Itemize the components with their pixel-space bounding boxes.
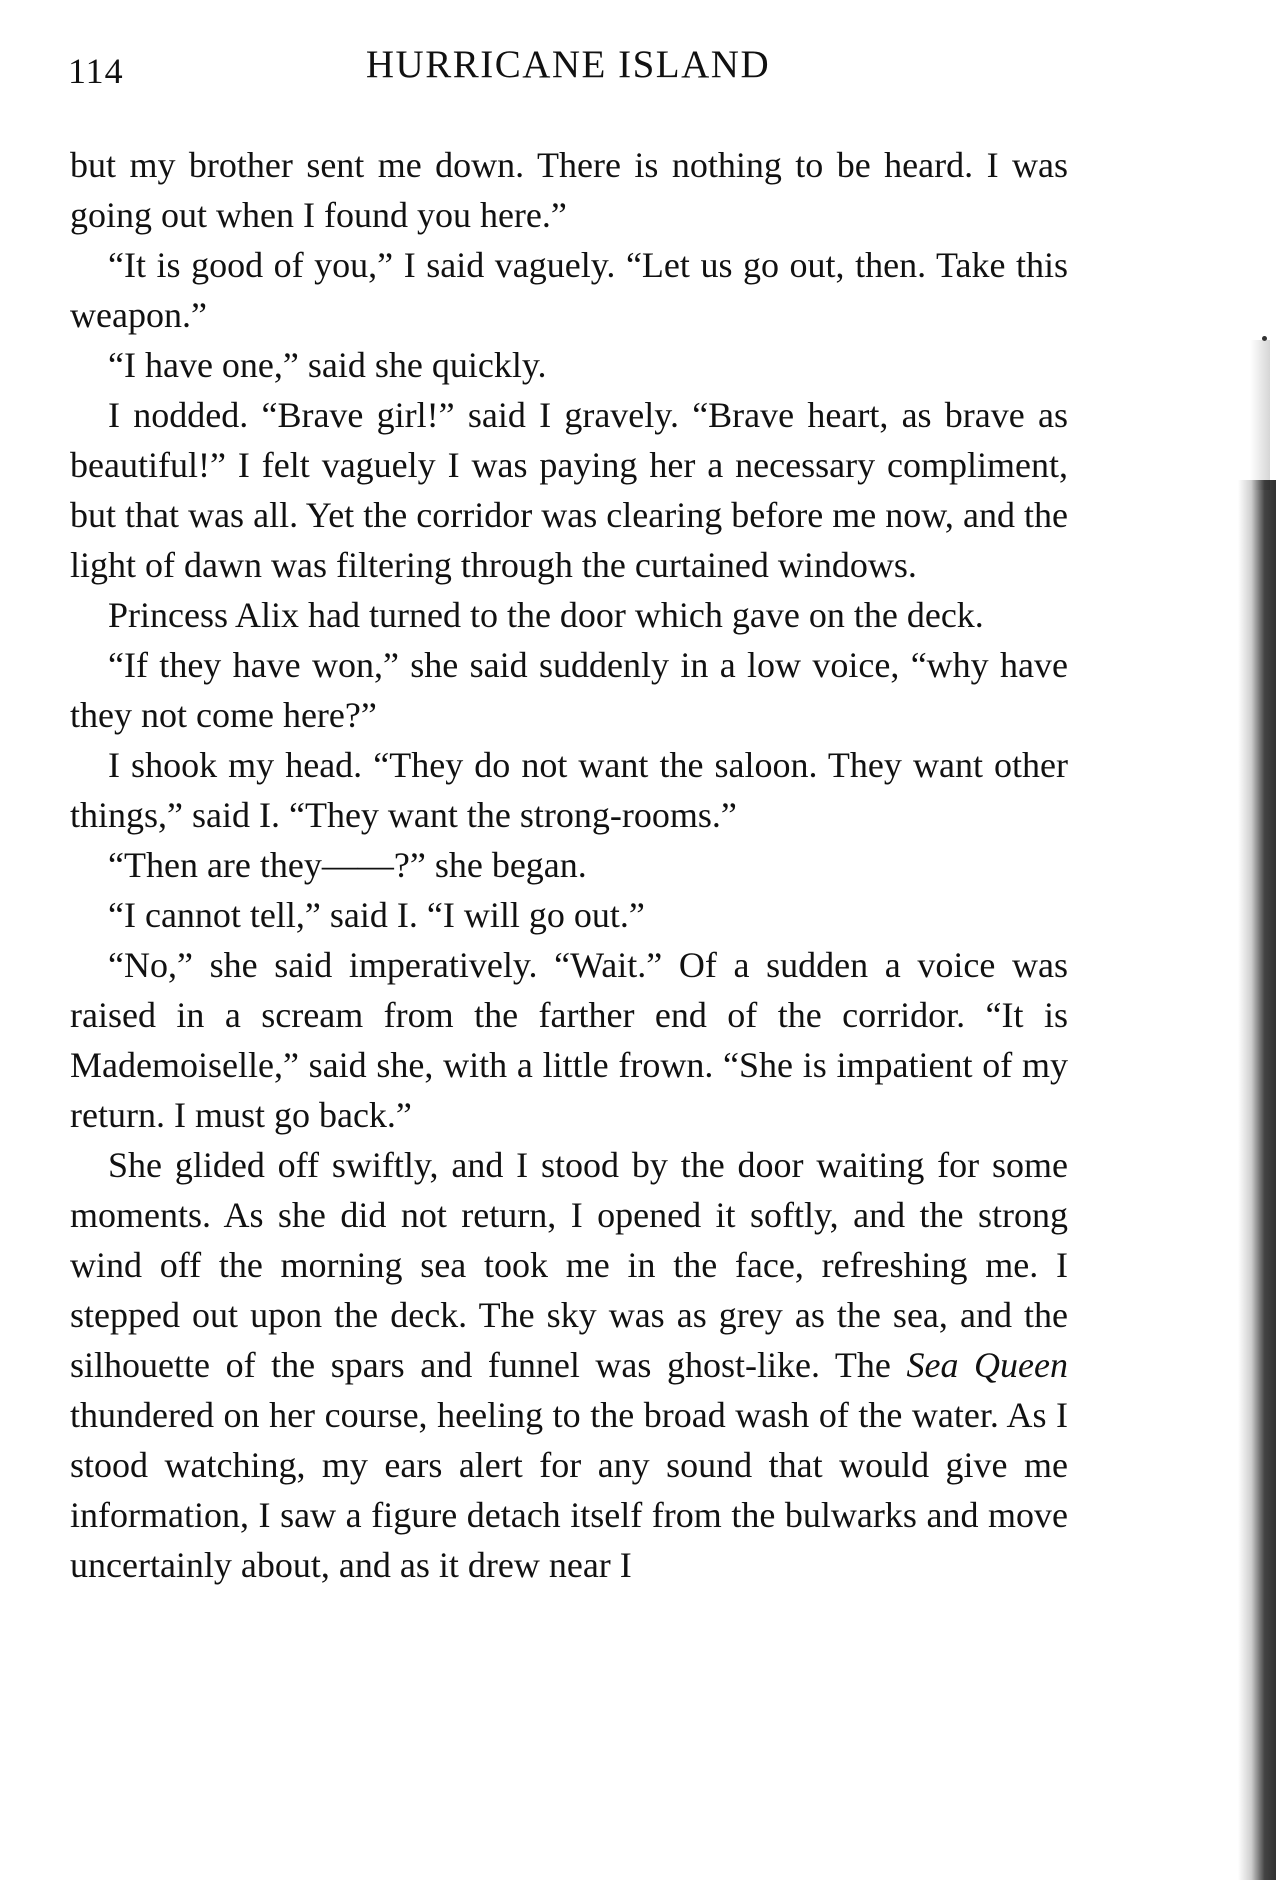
page-number: 114	[68, 51, 124, 91]
book-title: HURRICANE ISLAND	[365, 43, 771, 86]
paragraph: I nodded. “Brave girl!” said I gravely. “Brave heart, as brave as beautiful!” I felt vaguely I was paying her a necessary compliment, but that was all. Yet the corridor was clearing before me now, and the light of dawn was filtering through the curtained windows.	[70, 395, 1068, 585]
paragraph: “It is good of you,” I said vaguely. “Let us go out, then. Take this weapon.”	[70, 245, 1068, 335]
paragraph: “If they have won,” she said suddenly in a low voice, “why have they not come here?”	[70, 645, 1068, 735]
paragraph: “I cannot tell,” said I. “I will go out.”	[108, 895, 645, 935]
paragraph: “No,” she said imperatively. “Wait.” Of a sudden a voice was raised in a scream from the farther end of the corridor. “It is Mademoiselle,” said she, with a little frown. “She is impatient of my return. I must go back.”	[70, 945, 1068, 1135]
running-head	[68, 42, 1068, 102]
paragraph: She glided off swiftly, and I stood by the door waiting for some moments. As she did not return, I opened it softly, and the strong wind off the morning sea took me in the face, refreshing me. I stepped out upon the deck. The sky was as grey as the sea, and the silhouette of the spars and funnel was ghost-like. The Sea Queen thundered on her course, heeling to the broad wash of the water. As I stood watching, my ears alert for any sound that would give me information, I saw a figure detach itself from the bulwarks and move uncertainly about, and as it drew near I	[70, 1145, 1068, 1585]
ship-name: Sea Queen	[906, 1345, 1068, 1385]
paragraph: “Then are they——?” she began.	[108, 845, 587, 885]
scan-edge-shadow	[1238, 480, 1276, 1880]
body-text	[70, 140, 1068, 1590]
paragraph: but my brother sent me down. There is nothing to be heard. I was going out when I found you here.”	[70, 145, 1068, 235]
paragraph: I shook my head. “They do not want the saloon. They want other things,” said I. “They want the strong-rooms.”	[70, 745, 1068, 835]
scan-edge-shadow-light	[1250, 340, 1270, 490]
paragraph: Princess Alix had turned to the door which gave on the deck.	[108, 595, 984, 635]
paragraph: “I have one,” said she quickly.	[108, 345, 547, 385]
